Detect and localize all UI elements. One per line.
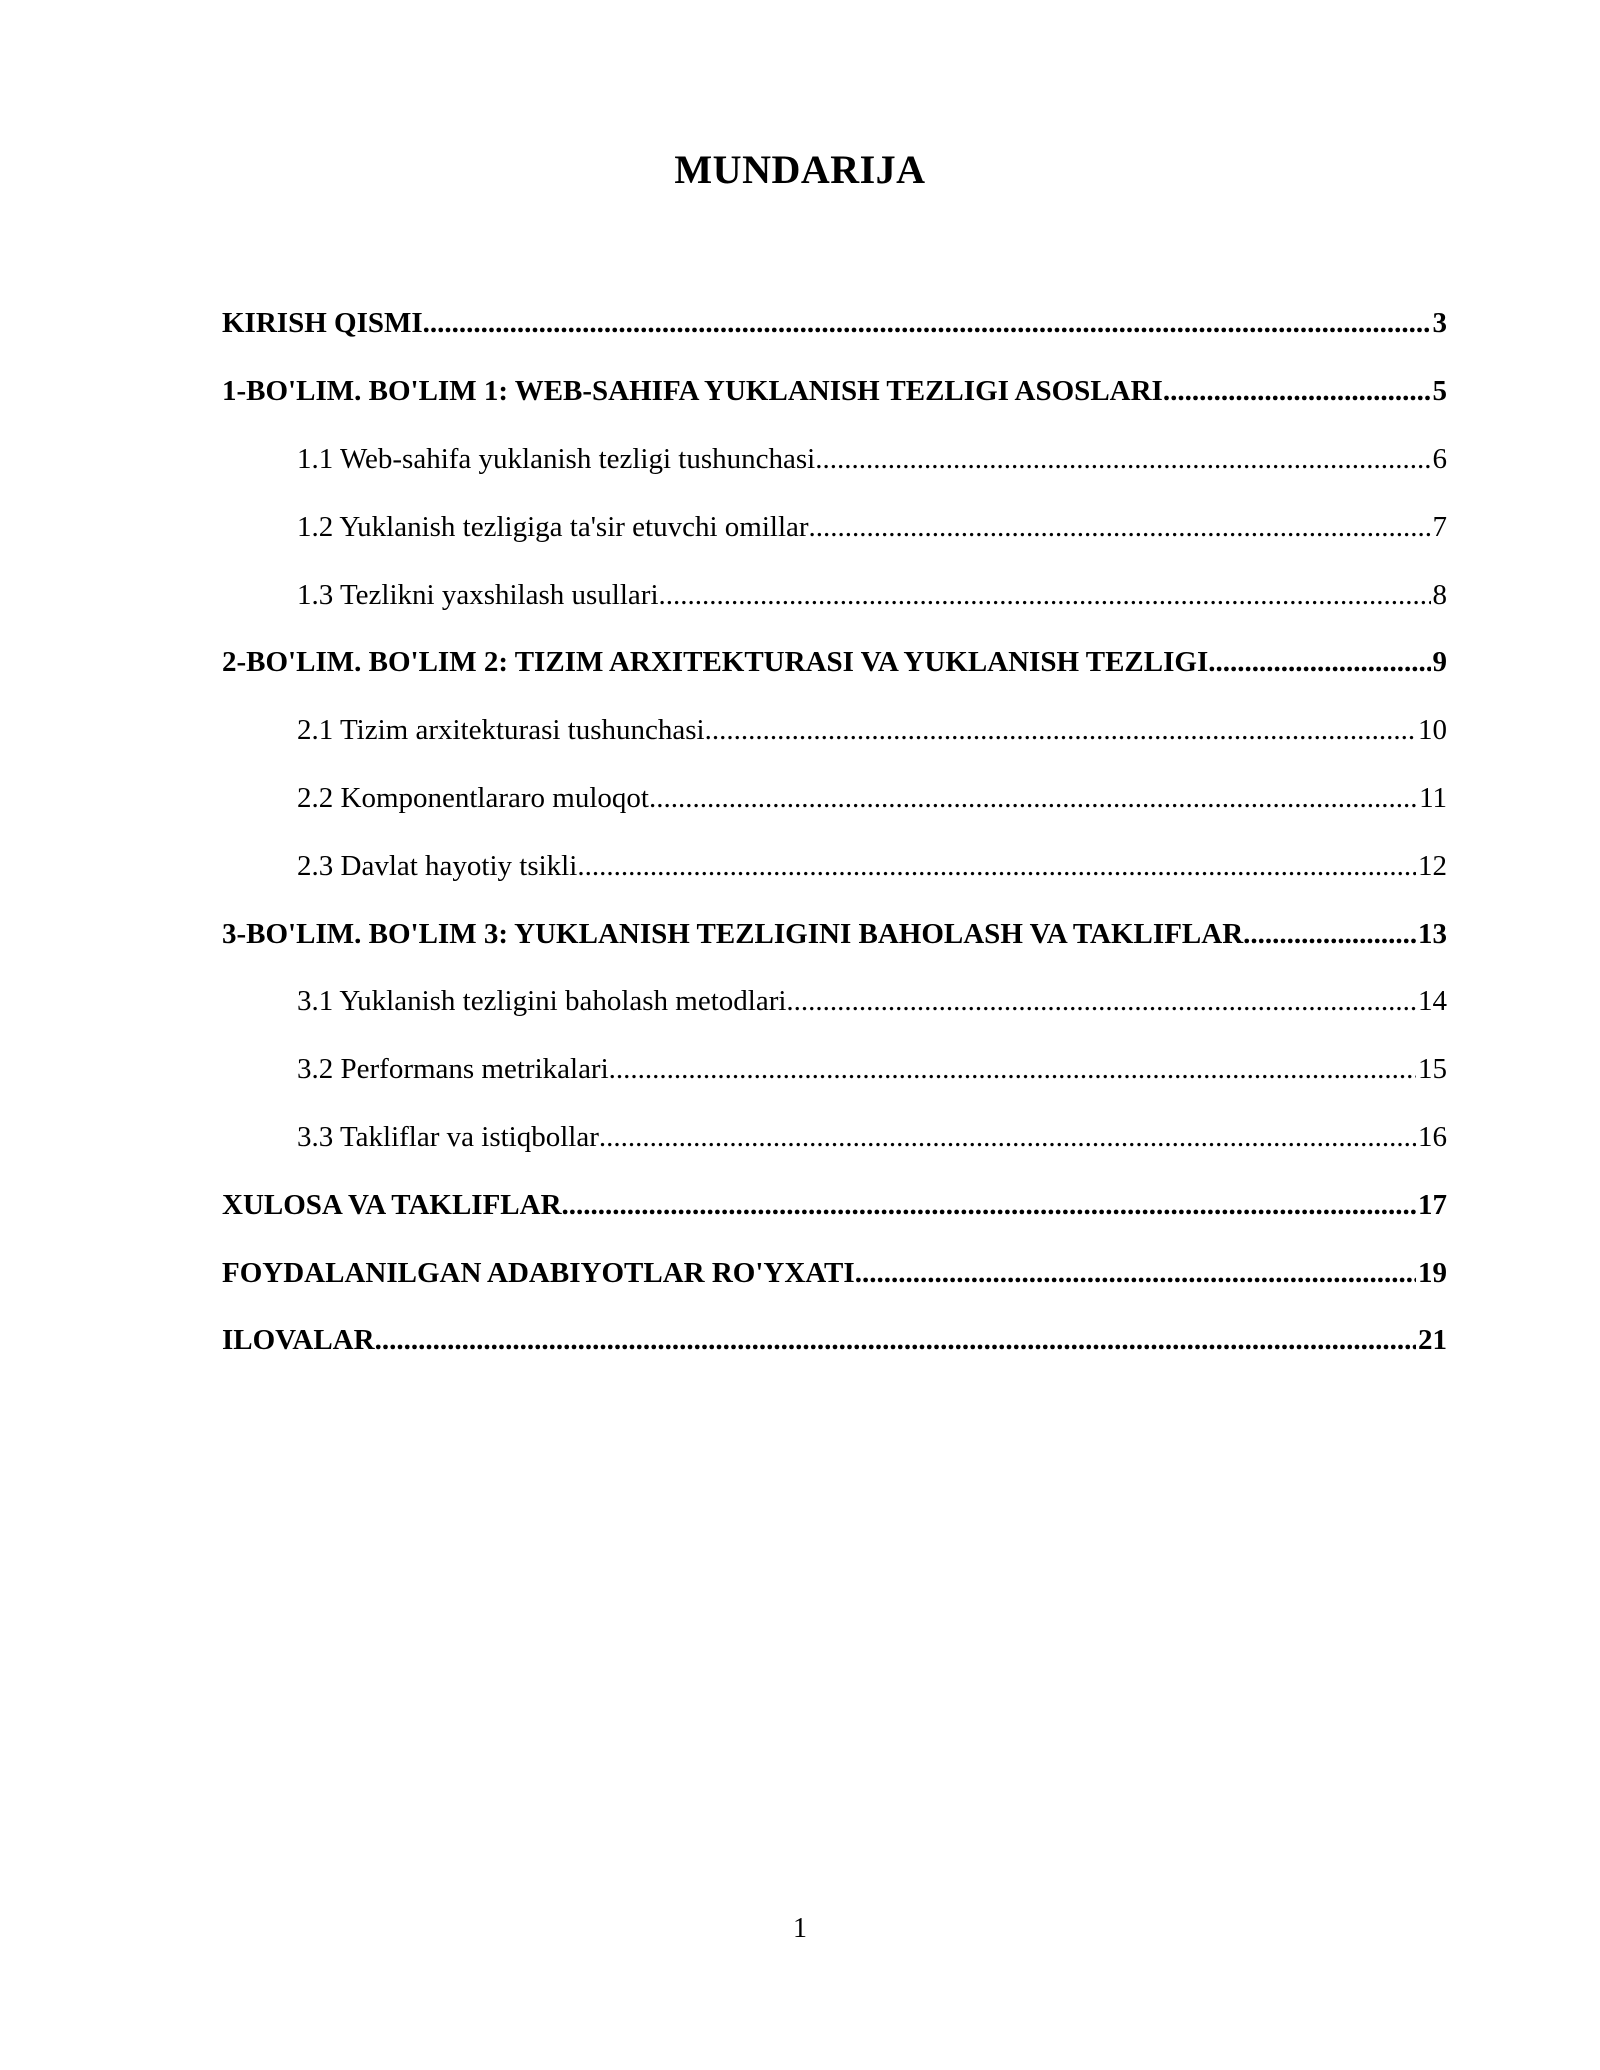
toc-entry-page: 3 bbox=[1432, 307, 1447, 340]
toc-entry-page: 7 bbox=[1432, 510, 1447, 543]
page-title: MUNDARIJA bbox=[674, 147, 926, 192]
toc-entry-label: 1.1 Web-sahifa yuklanish tezligi tushunchasi bbox=[297, 442, 816, 475]
toc-dot-leader bbox=[649, 782, 1417, 815]
toc-entry-page: 11 bbox=[1419, 781, 1447, 814]
toc-dot-leader bbox=[599, 1121, 1416, 1154]
toc-dot-leader bbox=[855, 1257, 1416, 1290]
toc-dot-leader bbox=[423, 307, 1431, 340]
toc-entry-page: 17 bbox=[1418, 1188, 1447, 1221]
toc-entry-page: 21 bbox=[1418, 1324, 1447, 1357]
toc-entry-section-1-3[interactable] bbox=[222, 561, 1447, 629]
toc-entry-page: 9 bbox=[1432, 646, 1447, 679]
toc-entry-chapter-1[interactable] bbox=[222, 358, 1447, 426]
toc-entry-page: 6 bbox=[1432, 442, 1447, 475]
toc-entry-label: XULOSA VA TAKLIFLAR bbox=[222, 1188, 562, 1221]
toc-entry-ilovalar[interactable] bbox=[222, 1307, 1447, 1375]
toc-entry-adabiyotlar[interactable] bbox=[222, 1239, 1447, 1307]
toc-entry-xulosa[interactable] bbox=[222, 1171, 1447, 1239]
toc-entry-label: 1.3 Tezlikni yaxshilash usullari bbox=[297, 578, 659, 611]
toc-entry-label: 1-BO'LIM. BO'LIM 1: WEB-SAHIFA YUKLANISH TEZLIGI ASOSLARI bbox=[222, 375, 1163, 408]
toc-entry-section-3-3[interactable] bbox=[222, 1104, 1447, 1172]
page-number: 1 bbox=[793, 1913, 807, 1944]
toc-dot-leader bbox=[786, 985, 1416, 1018]
toc-entry-label: 2.3 Davlat hayotiy tsikli bbox=[297, 849, 578, 882]
toc-dot-leader bbox=[577, 850, 1416, 883]
toc-entry-chapter-3[interactable] bbox=[222, 900, 1447, 968]
toc-entry-kirish[interactable] bbox=[222, 290, 1447, 358]
toc-dot-leader bbox=[375, 1324, 1416, 1357]
toc-entry-label: 2.1 Tizim arxitekturasi tushunchasi bbox=[297, 714, 705, 747]
toc-dot-leader bbox=[562, 1189, 1416, 1222]
toc-entry-page: 13 bbox=[1418, 917, 1447, 950]
toc-entry-label: 2.2 Komponentlararo muloqot bbox=[297, 781, 649, 814]
toc-entry-page: 15 bbox=[1418, 1053, 1447, 1086]
toc-dot-leader bbox=[609, 1053, 1416, 1086]
toc-entry-section-2-2[interactable] bbox=[222, 765, 1447, 833]
toc-entry-label: 3-BO'LIM. BO'LIM 3: YUKLANISH TEZLIGINI BAHOLASH VA TAKLIFLAR bbox=[222, 917, 1244, 950]
toc-entry-label: 3.1 Yuklanish tezligini baholash metodlari bbox=[297, 985, 787, 1018]
toc-entry-page: 5 bbox=[1432, 375, 1447, 408]
toc-entry-section-3-2[interactable] bbox=[222, 1036, 1447, 1104]
toc-entry-page: 8 bbox=[1432, 578, 1447, 611]
toc-entry-label: 3.3 Takliflar va istiqbollar bbox=[297, 1120, 599, 1153]
toc-entry-label: KIRISH QISMI bbox=[222, 307, 423, 340]
toc-entry-section-3-1[interactable] bbox=[222, 968, 1447, 1036]
toc-entry-page: 16 bbox=[1418, 1120, 1447, 1153]
toc-entry-page: 10 bbox=[1418, 714, 1447, 747]
toc-entry-section-1-2[interactable] bbox=[222, 493, 1447, 561]
toc-entry-chapter-2[interactable] bbox=[222, 629, 1447, 697]
toc-entry-page: 19 bbox=[1418, 1256, 1447, 1289]
toc-entry-section-2-1[interactable] bbox=[222, 697, 1447, 765]
toc-entry-label: 2-BO'LIM. BO'LIM 2: TIZIM ARXITEKTURASI VA YUKLANISH TEZLIGI bbox=[222, 646, 1209, 679]
toc-dot-leader bbox=[1208, 646, 1430, 679]
toc-entry-label: FOYDALANILGAN ADABIYOTLAR RO'YXATI bbox=[222, 1256, 855, 1289]
toc-dot-leader bbox=[659, 579, 1431, 612]
table-of-contents bbox=[222, 290, 1447, 1375]
toc-entry-page: 14 bbox=[1418, 985, 1447, 1018]
toc-entry-label: ILOVALAR bbox=[222, 1324, 375, 1357]
toc-entry-page: 12 bbox=[1418, 849, 1447, 882]
toc-dot-leader bbox=[1163, 375, 1431, 408]
toc-dot-leader bbox=[815, 443, 1430, 476]
toc-entry-section-1-1[interactable] bbox=[222, 426, 1447, 494]
toc-entry-label: 3.2 Performans metrikalari bbox=[297, 1053, 609, 1086]
toc-entry-label: 1.2 Yuklanish tezligiga ta'sir etuvchi omillar bbox=[297, 510, 809, 543]
toc-dot-leader bbox=[705, 714, 1416, 747]
toc-dot-leader bbox=[809, 511, 1431, 544]
toc-dot-leader bbox=[1243, 918, 1416, 951]
toc-entry-section-2-3[interactable] bbox=[222, 832, 1447, 900]
